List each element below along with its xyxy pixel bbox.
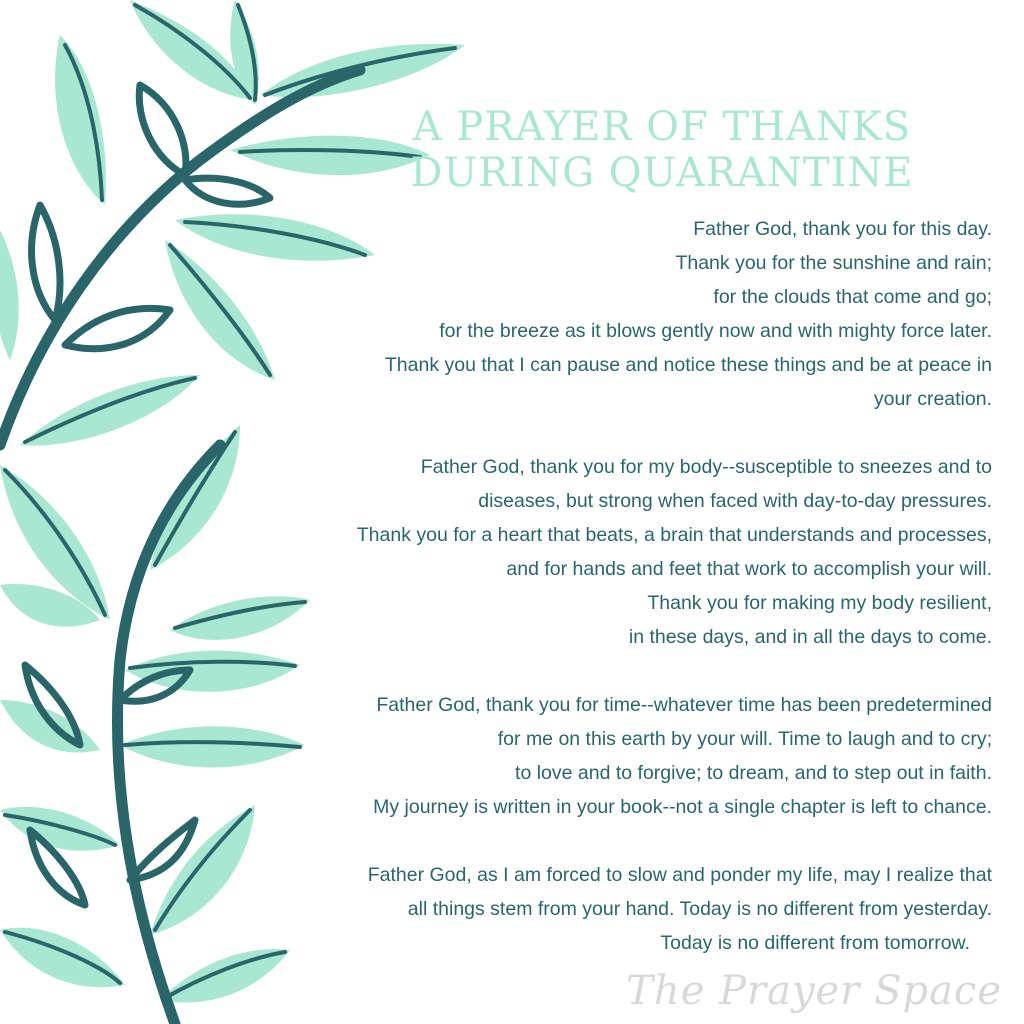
- prayer-line: your creation.: [873, 388, 992, 410]
- prayer-line: Father God, thank you for my body--susceptible to sneezes and to: [420, 456, 992, 478]
- prayer-line: and for hands and feet that work to accomplish your will.: [506, 558, 992, 580]
- prayer-line: in these days, and in all the days to come.: [628, 626, 992, 648]
- prayer-line: Thank you for the sunshine and rain;: [675, 252, 992, 274]
- stanza-3: [272, 688, 992, 824]
- prayer-line: Father God, thank you for time--whatever time has been predetermined: [376, 694, 992, 716]
- prayer-line: Father God, as I am forced to slow and ponder my life, may I realize that: [367, 864, 992, 886]
- prayer-line: for me on this earth by your will. Time to laugh and to cry;: [497, 728, 992, 750]
- prayer-line: My journey is written in your book--not a single chapter is left to chance.: [373, 796, 992, 818]
- prayer-line: to love and to forgive; to dream, and to step out in faith.: [515, 762, 992, 784]
- stanza-2: [272, 450, 992, 654]
- title-line-1: A PRAYER OF THANKS: [412, 104, 912, 150]
- page-title: [352, 104, 972, 196]
- prayer-line: for the clouds that come and go;: [713, 286, 992, 308]
- prayer-line: for the breeze as it blows gently now and with mighty force later.: [439, 320, 992, 342]
- prayer-line: all things stem from your hand. Today is no different from yesterday.: [407, 898, 992, 920]
- stanza-4: [272, 858, 992, 960]
- prayer-line: Thank you for making my body resilient,: [647, 592, 992, 614]
- prayer-line: Thank you that I can pause and notice these things and be at peace in: [384, 354, 992, 376]
- stanza-1: [272, 212, 992, 416]
- prayer-line: Thank you for a heart that beats, a brain that understands and processes,: [356, 524, 992, 546]
- prayer-line: Today is no different from tomorrow.: [660, 932, 970, 954]
- prayer-line: Father God, thank you for this day.: [693, 218, 992, 240]
- title-line-2: DURING QUARANTINE: [410, 150, 914, 196]
- prayer-text: [272, 212, 992, 994]
- prayer-line: diseases, but strong when faced with day-to-day pressures.: [478, 490, 992, 512]
- watermark-logo: The Prayer Space: [626, 968, 1002, 1014]
